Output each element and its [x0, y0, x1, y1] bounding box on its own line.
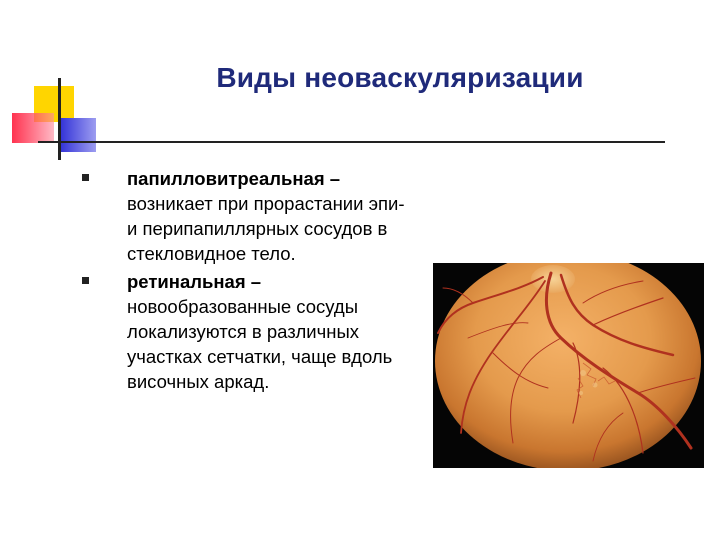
slide-title: Виды неоваскуляризации [216, 62, 584, 93]
bullet-text: новообразованные сосуды локализуются в различных участках сетчатки, чаще вдоль височных аркад. [127, 296, 393, 392]
bullet-list [82, 166, 412, 397]
fundus-photo [433, 263, 704, 468]
bullet-term: папилловитреальная – [127, 168, 341, 189]
bullet-item-papillovitreal [82, 166, 412, 266]
bullet-marker [82, 174, 89, 181]
decor-blue-square [58, 118, 96, 152]
bullet-term: ретинальная – [127, 271, 262, 292]
decor-red-bar [12, 113, 54, 143]
bullet-marker [82, 277, 89, 284]
bullet-item-retinal [82, 269, 412, 394]
title-divider [38, 141, 665, 143]
fundus-image [433, 263, 704, 468]
decor-vertical-line [58, 78, 61, 160]
bullet-text: возникает при прорастании эпи- и перипапиллярных сосудов в стекловидное тело. [127, 193, 405, 264]
